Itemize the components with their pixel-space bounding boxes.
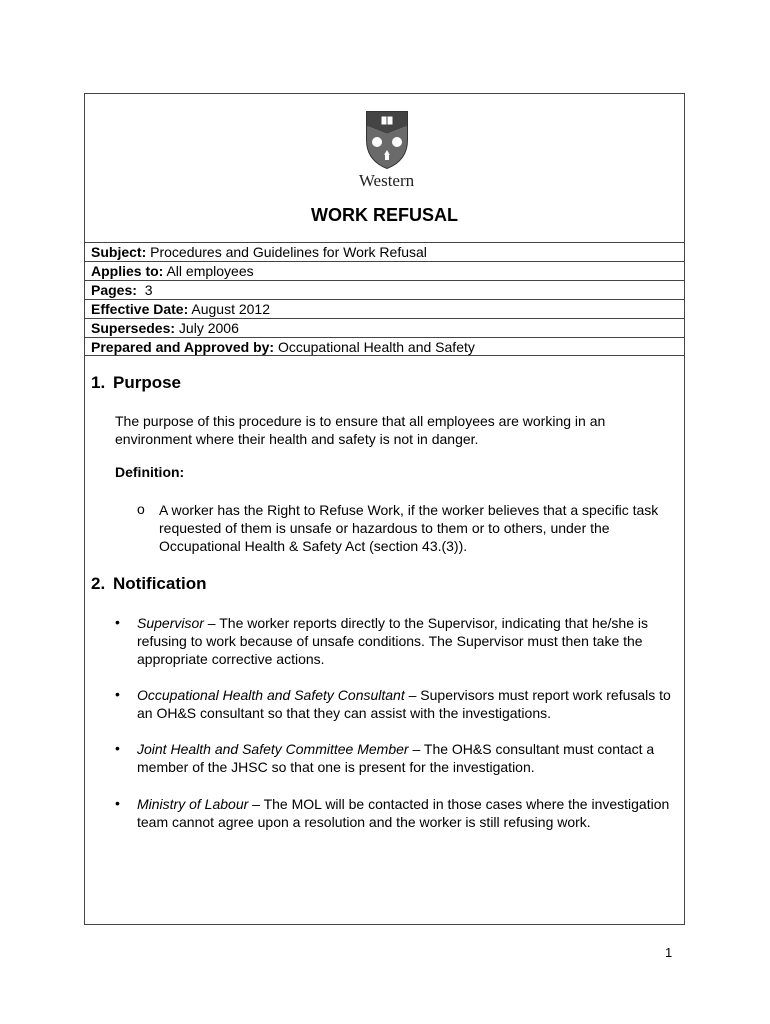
definition-bullet: o xyxy=(137,501,145,517)
meta-pages: Pages: 3 xyxy=(85,280,684,299)
page-number: 1 xyxy=(665,945,673,960)
meta-prepared-by: Prepared and Approved by: Occupational Health and Safety xyxy=(85,337,684,356)
logo-wordmark: Western xyxy=(358,171,415,190)
document-frame xyxy=(84,93,685,925)
document-metadata xyxy=(85,242,684,356)
section-heading-notification: 2. Notification xyxy=(91,574,207,593)
bullet-marker: • xyxy=(115,614,120,630)
meta-subject: Subject: Procedures and Guidelines for Work Refusal xyxy=(85,242,684,261)
meta-effective-date: Effective Date: August 2012 xyxy=(85,299,684,318)
notification-item-jhsc-member: Joint Health and Safety Committee Member – The OH&S consultant must contact a member of the JHSC so that one is present for the investigation. xyxy=(137,741,655,775)
section-heading-purpose: 1. Purpose xyxy=(91,373,182,392)
definition-text: A worker has the Right to Refuse Work, if the worker believes that a specific task requested of them is unsafe or hazardous to them or to others, under the Occupational Health & Safety Act (section 43.(3)). xyxy=(159,502,659,554)
crest-icon xyxy=(363,108,411,170)
definition-label: Definition: xyxy=(115,464,185,480)
notification-item-supervisor: Supervisor – The worker reports directly to the Supervisor, indicating that he/she is refusing to work because of unsafe conditions. The Supervisor must then take the appropriate corrective actions. xyxy=(137,615,648,667)
bullet-marker: • xyxy=(115,686,120,702)
bullet-marker: • xyxy=(115,795,120,811)
purpose-text: The purpose of this procedure is to ensure that all employees are working in an environment where their health and safety is not in danger. xyxy=(115,413,606,447)
meta-supersedes: Supersedes: July 2006 xyxy=(85,318,684,337)
notification-item-ohs-consultant: Occupational Health and Safety Consultant – Supervisors must report work refusals to an OH&S consultant so that they can assist with the investigations. xyxy=(137,687,671,721)
page-title: WORK REFUSAL xyxy=(311,205,458,225)
notification-item-ministry-of-labour: Ministry of Labour – The MOL will be contacted in those cases where the investigation team cannot agree upon a resolution and the worker is still refusing work. xyxy=(137,796,670,830)
western-logo xyxy=(349,108,424,188)
meta-applies-to: Applies to: All employees xyxy=(85,261,684,280)
bullet-marker: • xyxy=(115,740,120,756)
